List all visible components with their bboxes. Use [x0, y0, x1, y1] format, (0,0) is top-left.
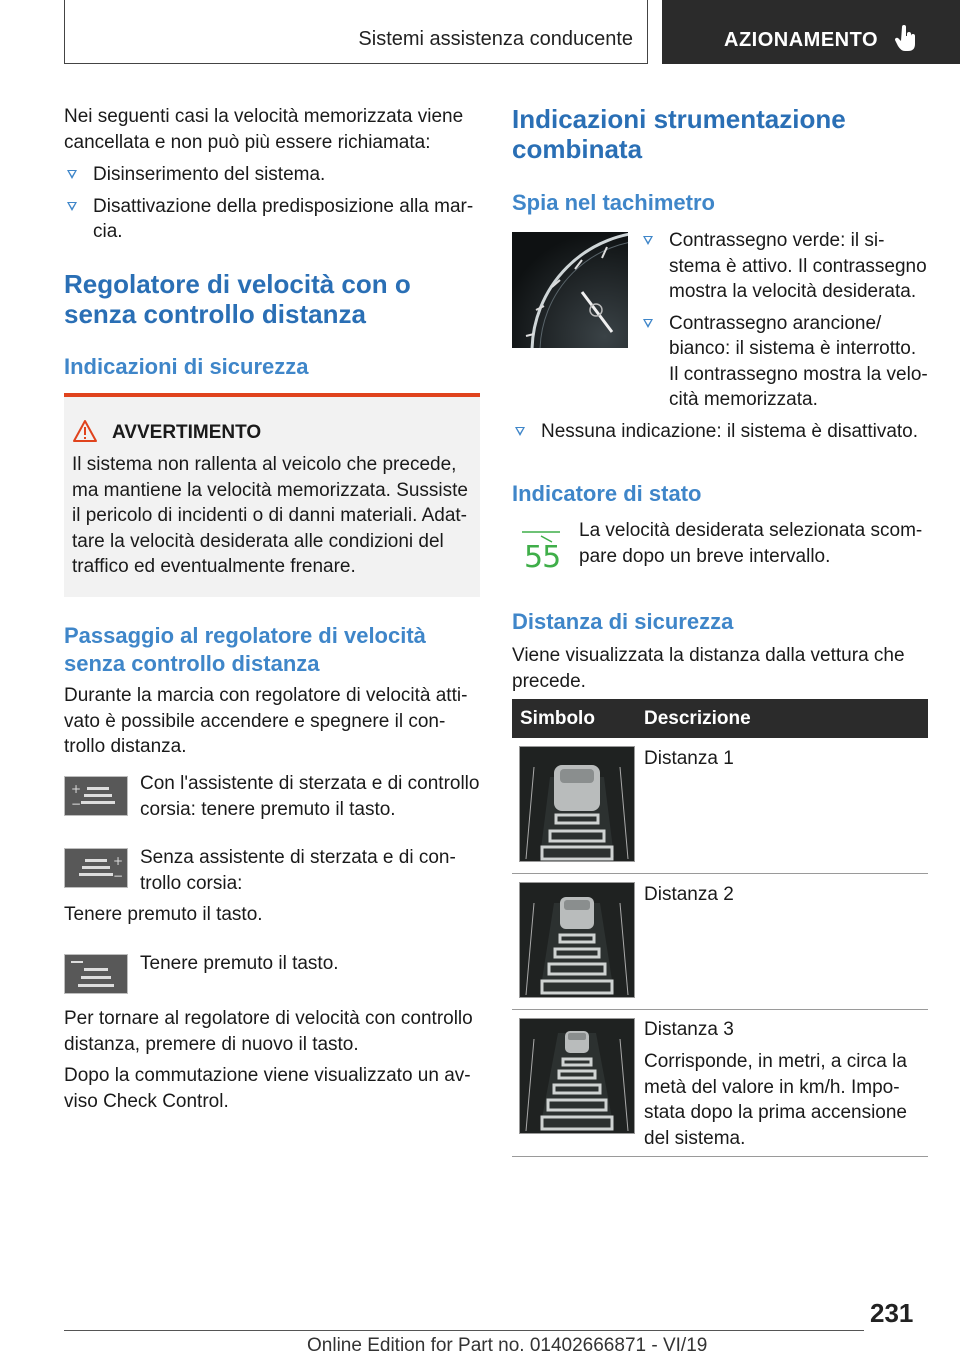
svg-text:−: − — [113, 869, 124, 883]
intro-paragraph: Nei seguenti casi la velocità memorizzata viene cancellata e non può più essere richiamata: — [64, 106, 464, 153]
warning-triangle-icon — [72, 419, 98, 443]
speedo-bullet-list — [640, 228, 930, 413]
list-item: Nessuna indicazione: il sistema è disattivato. — [512, 419, 928, 445]
heading-indicatore: Indicatore di stato — [512, 481, 702, 506]
bullet-triangle-icon — [643, 236, 653, 245]
switch-paragraph: Durante la marcia con regolatore di velocità atti-vato è possibile accendere e spegnere il con-trollo distanza. — [64, 685, 468, 757]
distance-2-label: Distanza 2 — [644, 884, 734, 905]
car-distance-icon — [520, 883, 634, 997]
button-2-followup: Tenere premuto il tasto. — [64, 904, 263, 925]
footer-edition: Online Edition for Part no. 01402666871 - VI/19 — [307, 1335, 708, 1356]
table-row-divider — [512, 1156, 928, 1157]
list-item: Disinserimento del sistema. — [64, 162, 480, 188]
table-header-symbol: Simbolo — [520, 708, 595, 729]
car-distance-icon — [520, 1019, 634, 1133]
distance-2-image — [519, 882, 635, 998]
button-1-text: Con l'assistente di sterzata e di controllo corsia: tenere premuto il tasto. — [140, 773, 480, 820]
bullet-triangle-icon — [643, 319, 653, 328]
status-paragraph: La velocità desiderata selezionata scom-pare dopo un breve intervallo. — [579, 520, 923, 567]
table-row-divider — [512, 873, 928, 874]
list-item: Contrassegno verde: il si-stema è attivo. Il contrassegno mostra la velocità desiderata. — [640, 228, 930, 305]
intro-bullet-list — [64, 162, 480, 245]
list-item: Contrassegno arancione/ bianco: il sistema è interrotto. Il contrassegno mostra la velo-cità memorizzata. — [640, 311, 930, 413]
footer-divider — [64, 1330, 864, 1331]
section-title: Sistemi assistenza conducente — [358, 28, 633, 50]
heading-indicazioni: Indicazioni strumentazione combinata — [512, 104, 846, 164]
distance-bars-icon — [65, 777, 127, 815]
header-section-box — [64, 0, 648, 64]
heading-regolatore: Regolatore di velocità con o senza controllo distanza — [64, 269, 411, 329]
after-paragraph: Dopo la commutazione viene visualizzato un av-viso Check Control. — [64, 1065, 471, 1112]
table-header — [512, 699, 928, 738]
heading-passaggio: Passaggio al regolatore di velocità senza controllo distanza — [64, 623, 426, 676]
list-item: Disattivazione della predisposizione alla mar-cia. — [64, 194, 480, 245]
distance-bars-icon — [65, 955, 127, 993]
button-3-text: Tenere premuto il tasto. — [140, 953, 339, 974]
page-number: 231 — [870, 1298, 914, 1328]
distance-3-description: Corrisponde, in metri, a circa la metà del valore in km/h. Impo-stata dopo la prima accensione del sistema. — [644, 1051, 907, 1149]
button-no-lane-assist-image — [64, 848, 128, 888]
return-paragraph: Per tornare al regolatore di velocità con controllo distanza, premere di nuovo il tasto. — [64, 1008, 473, 1055]
distance-1-image — [519, 746, 635, 862]
warning-text: Il sistema non rallenta al veicolo che precede, ma mantiene la velocità memorizzata. Sussiste il pericolo di incidenti o di danni materiali. Adat-tare la velocità desiderata alle condizioni del traffico ed eventualmente frenare. — [72, 454, 468, 577]
heading-spia: Spia nel tachimetro — [512, 190, 715, 215]
status-speed-icon — [512, 526, 570, 578]
status-speed-value: 55 — [524, 540, 561, 575]
warning-box — [64, 393, 480, 597]
table-row-divider — [512, 1009, 928, 1010]
chapter-title: AZIONAMENTO — [724, 29, 879, 51]
bullet-triangle-icon — [515, 427, 525, 436]
heading-sicurezza: Indicazioni di sicurezza — [64, 354, 309, 379]
svg-text:+: + — [71, 782, 82, 796]
car-distance-icon — [520, 747, 634, 861]
bullet-triangle-icon — [67, 170, 77, 179]
warning-title: AVVERTIMENTO — [112, 422, 262, 443]
svg-text:−: − — [71, 797, 82, 811]
bullet-triangle-icon — [67, 202, 77, 211]
button-2-text: Senza assistente di sterzata e di con-trollo corsia: — [140, 847, 456, 894]
table-header-description: Descrizione — [644, 708, 751, 729]
svg-text:+: + — [113, 854, 124, 868]
distance-3-image — [519, 1018, 635, 1134]
button-distance-image — [64, 954, 128, 994]
speedometer-dial-icon — [512, 232, 628, 348]
distance-3-label: Distanza 3 — [644, 1019, 734, 1040]
header-chapter-tab — [662, 0, 960, 64]
button-lane-assist-image — [64, 776, 128, 816]
speedo-bullet-list-2 — [512, 419, 928, 445]
distance-paragraph: Viene visualizzata la distanza dalla vettura che precede. — [512, 645, 905, 692]
heading-distanza: Distanza di sicurezza — [512, 609, 734, 634]
speedometer-image — [512, 232, 628, 348]
hand-pointer-icon — [895, 25, 917, 53]
distance-1-label: Distanza 1 — [644, 748, 734, 769]
distance-bars-icon — [65, 849, 127, 887]
